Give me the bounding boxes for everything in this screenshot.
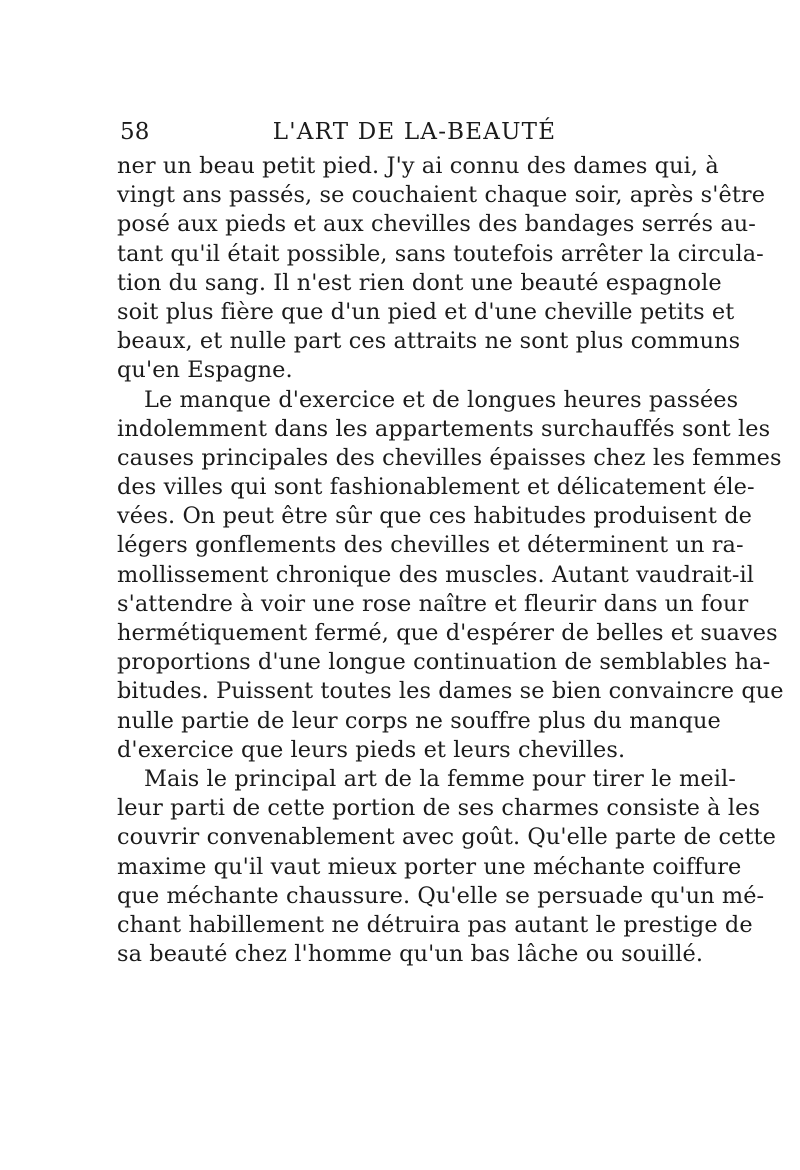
text-line: ner un beau petit pied. J'y ai connu des dames qui, à	[117, 153, 719, 179]
page-number: 58	[120, 119, 150, 145]
paragraph-2	[117, 386, 784, 765]
text-line: maxime qu'il vaut mieux porter une méchante coiffure	[117, 853, 742, 880]
text-line: beaux, et nulle part ces attraits ne sont plus communs	[117, 328, 741, 355]
page-text	[117, 117, 784, 969]
text-line: sa beauté chez l'homme qu'un bas lâche ou souillé.	[117, 941, 704, 968]
text-line: chant habillement ne détruira pas autant le prestige de	[117, 911, 753, 938]
text-line: Le manque d'exercice et de longues heures passées	[144, 386, 739, 413]
running-title: L'ART DE LA-BEAUTÉ	[272, 119, 557, 145]
text-line: légers gonflements des chevilles et déterminent un ra-	[117, 532, 744, 559]
text-line: couvrir convenablement avec goût. Qu'elle parte de cette	[117, 824, 776, 851]
text-line: que méchante chaussure. Qu'elle se persuade qu'un mé-	[117, 882, 765, 909]
text-line: nulle partie de leur corps ne souffre plus du manque	[117, 707, 721, 734]
text-line: bitudes. Puissent toutes les dames se bien convaincre que	[117, 678, 784, 705]
text-line: soit plus fière que d'un pied et d'une cheville petits et	[117, 298, 735, 325]
text-line: leur parti de cette portion de ses charmes consiste à les	[117, 795, 761, 822]
text-line: vingt ans passés, se couchaient chaque soir, après s'être	[117, 182, 766, 209]
paragraph-3	[117, 765, 776, 969]
text-line: qu'en Espagne.	[117, 357, 293, 384]
page-header	[117, 117, 672, 148]
text-line: causes principales des chevilles épaisses chez les femmes	[117, 444, 782, 471]
text-line: tant qu'il était possible, sans toutefois arrêter la circula-	[117, 240, 764, 267]
text-line: indolemment dans les appartements surchauffés sont les	[117, 415, 771, 442]
text-line: Mais le principal art de la femme pour tirer le meil-	[144, 765, 736, 792]
text-line: proportions d'une longue continuation de semblables ha-	[117, 649, 771, 676]
text-line: mollissement chronique des muscles. Autant vaudrait-il	[117, 561, 755, 588]
text-line: des villes qui sont fashionablement et délicatement éle-	[117, 474, 755, 501]
text-line: hermétiquement fermé, que d'espérer de belles et suaves	[117, 620, 778, 646]
text-line: vées. On peut être sûr que ces habitudes produisent de	[117, 503, 753, 530]
text-line: posé aux pieds et aux chevilles des bandages serrés au-	[117, 211, 756, 238]
paragraph-1	[117, 152, 766, 386]
text-line: s'attendre à voir une rose naître et fleurir dans un four	[117, 590, 749, 617]
text-line: tion du sang. Il n'est rien dont une beauté espagnole	[117, 269, 722, 296]
text-line: d'exercice que leurs pieds et leurs chevilles.	[117, 736, 626, 763]
